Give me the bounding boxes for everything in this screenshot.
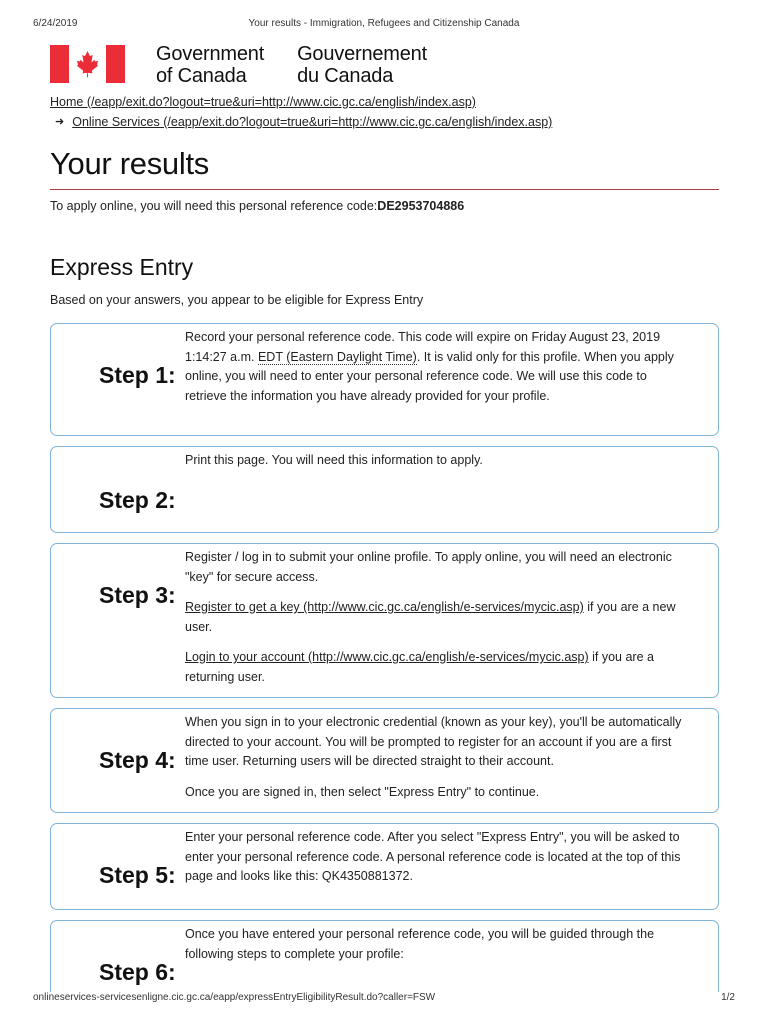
login-account-suffix: if you are a returning user. xyxy=(185,650,654,684)
step-3-body xyxy=(185,548,685,698)
print-date: 6/24/2019 xyxy=(33,18,78,29)
breadcrumb-home-link[interactable]: Home (/eapp/exit.do?logout=true&uri=http://www.cic.gc.ca/english/index.asp) xyxy=(50,95,476,109)
step-2-panel xyxy=(50,446,719,533)
step-6-label: Step 6: xyxy=(99,959,176,985)
wordmark-fr-line2: du Canada xyxy=(297,65,394,87)
print-page-number: 1/2 xyxy=(721,992,735,1003)
print-document-title: Your results - Immigration, Refugees and Citizenship Canada xyxy=(248,18,520,29)
reference-code-value: DE2953704886 xyxy=(377,199,465,213)
step-6-body xyxy=(185,925,685,975)
reference-code-line xyxy=(50,199,464,213)
step-3-text: Register / log in to submit your online profile. To apply online, you will need an electronic "key" for secure access. xyxy=(185,550,672,584)
government-wordmark xyxy=(156,43,427,87)
print-footer xyxy=(0,992,768,1024)
title-divider xyxy=(50,189,719,190)
step-5-panel xyxy=(50,823,719,910)
step-4-text: When you sign in to your electronic credential (known as your key), you'll be automatically directed to your account. You will be prompted to register for an account if you are a first time user. Returning users will be directed straight to their account. xyxy=(185,715,682,768)
section-title: Express Entry xyxy=(50,254,194,280)
step-3-label: Step 3: xyxy=(99,582,176,608)
wordmark-en-line1: Government xyxy=(156,43,265,65)
section-intro: Based on your answers, you appear to be eligible for Express Entry xyxy=(50,293,424,307)
print-footer-url: onlineservices-servicesenligne.cic.gc.ca/eapp/expressEntryEligibilityResult.do?caller=FSW xyxy=(33,992,436,1003)
step-5-label: Step 5: xyxy=(99,862,176,888)
step-2-text: Print this page. You will need this information to apply. xyxy=(185,453,483,467)
step-1-panel xyxy=(50,323,719,436)
wordmark-fr-line1: Gouvernement xyxy=(297,43,427,65)
step-1-text-b: . It is valid only for this profile. When you apply online, you will need to enter your personal reference code. We will use this code to retrieve the information you have already provided for your profile. xyxy=(185,349,674,403)
step-4-label: Step 4: xyxy=(99,747,176,773)
step-1-text-a: Record your personal reference code. This code will expire on Friday August 23, 2019 1:14:27 a.m. xyxy=(185,330,661,364)
step-3-panel xyxy=(50,543,719,698)
step-6-text: Once you have entered your personal reference code, you will be guided through the following steps to complete your profile: xyxy=(185,927,655,961)
reference-code-text: To apply online, you will need this personal reference code: xyxy=(50,199,378,213)
step-4-body xyxy=(185,713,685,813)
edt-abbreviation[interactable]: EDT (Eastern Daylight Time) xyxy=(257,349,417,364)
government-header xyxy=(50,45,427,87)
register-key-suffix: if you are a new user. xyxy=(185,600,676,634)
register-key-link[interactable]: Register to get a key (http://www.cic.gc.ca/english/e-services/mycic.asp) xyxy=(185,600,584,614)
breadcrumb-online-services-link[interactable]: Online Services (/eapp/exit.do?logout=true&uri=http://www.cic.gc.ca/english/index.asp) xyxy=(72,115,553,129)
breadcrumb xyxy=(50,92,552,132)
login-account-link[interactable]: Login to your account (http://www.cic.gc.ca/english/e-services/mycic.asp) xyxy=(185,650,589,664)
step-1-label: Step 1: xyxy=(99,362,176,388)
arrow-right-icon: ➜ xyxy=(55,116,65,128)
step-4-text-2: Once you are signed in, then select "Express Entry" to continue. xyxy=(185,784,540,799)
page-title: Your results xyxy=(50,146,209,181)
step-2-label: Step 2: xyxy=(99,487,176,513)
step-1-body xyxy=(185,328,685,417)
step-2-body xyxy=(185,451,685,482)
step-5-text: Enter your personal reference code. After you select "Express Entry", you will be asked to enter your personal reference code. A personal reference code is located at the top of this page and looks like this: QK4350881372. xyxy=(185,830,681,883)
step-4-panel xyxy=(50,708,719,813)
wordmark-en-line2: of Canada xyxy=(156,65,247,87)
step-5-body xyxy=(185,828,685,898)
canada-flag-icon xyxy=(50,45,125,83)
